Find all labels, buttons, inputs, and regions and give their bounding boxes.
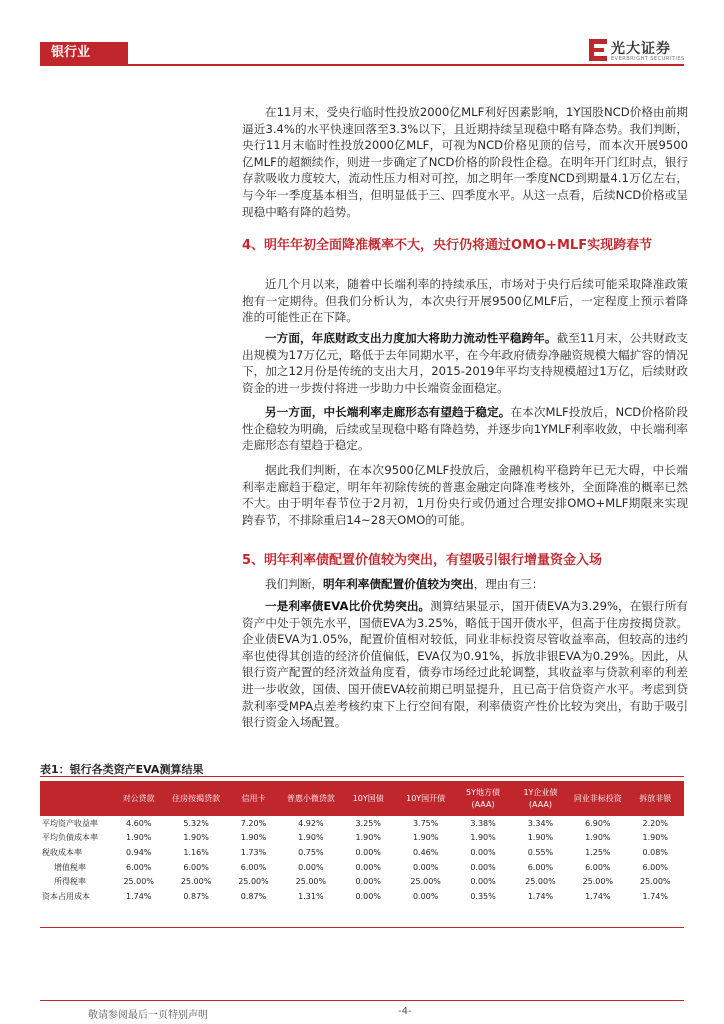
table-cell: 1.25%: [585, 847, 611, 857]
table-cell: 4.92%: [298, 818, 324, 828]
column-header: [40, 781, 110, 816]
table-row: [40, 889, 684, 904]
table-header-row: [40, 781, 684, 816]
table-cell: 25.00%: [640, 877, 671, 887]
table-cell: 0.08%: [642, 847, 668, 857]
table-cell: 25.00%: [180, 877, 212, 887]
table-cell: 0.00%: [470, 847, 496, 857]
table-cell: 1.90%: [125, 833, 152, 843]
column-header: 10Y国债: [340, 781, 397, 816]
row-label: 平均资产收益率: [42, 818, 98, 828]
table-cell: 1.90%: [183, 833, 209, 843]
column-header: 信用卡: [225, 781, 282, 816]
paragraph-fiscal-spending: [242, 330, 688, 396]
row-label: 资本占用成本: [42, 891, 90, 901]
row-label: 增值税率: [54, 862, 86, 872]
table-title: 表1：银行各类资产EVA测算结果: [40, 763, 204, 776]
table-cell: 1.90%: [355, 833, 381, 843]
table-top-rule: [40, 776, 684, 777]
paragraph-reasons-intro: [242, 576, 688, 593]
row-label: 所得税率: [54, 877, 86, 887]
table-cell: 0.94%: [125, 847, 152, 857]
table-cell: 7.20%: [240, 818, 267, 828]
table-cell: 1.90%: [240, 833, 267, 843]
table-bottom-rule: [40, 927, 684, 928]
header-divider: [40, 64, 684, 66]
table-cell: 1.16%: [183, 847, 209, 857]
table-row: [40, 831, 684, 846]
eva-table: [40, 781, 684, 904]
table-row: [40, 845, 684, 860]
table-cell: 3.25%: [355, 818, 381, 828]
table-cell: 6.00%: [642, 862, 668, 872]
table-row: [40, 816, 684, 831]
row-label: 平均负债成本率: [42, 833, 98, 843]
paragraph-eva-advantage: [242, 598, 688, 731]
bold-corridor: 另一方面，中长端利率走廊形态有望趋于稳定。: [265, 405, 511, 419]
table-cell: 25.00%: [582, 877, 614, 887]
paragraph-rrr-expectation: 近几个月以来，随着中长端利率的持续承压，市场对于央行后续可能采取降准政策抱有一定期待。但我们分析认为，本次央行开展9500亿MLF后，一定程度上预示着降准的可能性正在下降。: [242, 277, 688, 325]
column-header: 普惠小微贷款: [282, 781, 339, 816]
table-cell: 0.00%: [355, 877, 381, 887]
footer-divider: [40, 1000, 684, 1001]
table-cell: 6.00%: [183, 862, 209, 872]
text-fiscal: 截至11月末，公共财政支出规模为17万亿元，略低于去年同期水平，在今年政府债券净融资规模大幅扩容的情况下，加之12月份是传统的支出大月，2015-2019年平均支持规模超过1万亿，后续财政资金的进一步拨付将进一步助力中长端资金面稳定。: [242, 331, 688, 395]
text-reasons-post: ，理由有三：: [473, 577, 544, 591]
bold-eva: 一是利率债EVA比价优势突出。: [265, 599, 431, 613]
table-cell: 25.00%: [410, 877, 441, 887]
table-cell: 25.00%: [295, 877, 327, 887]
table-cell: 0.55%: [527, 847, 554, 857]
company-logo: [589, 37, 685, 65]
table-cell: 5.32%: [183, 818, 209, 828]
header-section-label: 银行业: [51, 45, 91, 60]
table-cell: 1.74%: [527, 891, 554, 901]
logo-mark-icon: [589, 39, 607, 61]
table-cell: 1.90%: [642, 833, 668, 843]
column-header: 住房按揭贷款: [167, 781, 224, 816]
table-cell: 3.34%: [527, 818, 554, 828]
table-cell: 6.00%: [240, 862, 267, 872]
column-header: 10Y国开债: [397, 781, 454, 816]
table-row: [40, 860, 684, 875]
table-cell: 6.00%: [125, 862, 152, 872]
table-cell: 1.90%: [470, 833, 496, 843]
table-cell: 6.00%: [527, 862, 554, 872]
table-cell: 25.00%: [123, 877, 154, 887]
table-cell: 6.90%: [585, 818, 611, 828]
page-number: -4-: [398, 1006, 412, 1017]
table-cell: 0.00%: [470, 862, 496, 872]
table-cell: 1.74%: [585, 891, 611, 901]
column-header: 同业非标投资: [569, 781, 626, 816]
table-cell: 0.87%: [240, 891, 267, 901]
table-cell: 1.90%: [412, 833, 439, 843]
table-cell: 25.00%: [238, 877, 269, 887]
table-cell: 2.20%: [642, 818, 668, 828]
table-cell: 0.46%: [412, 847, 439, 857]
section-heading-5: 5、明年利率债配置价值较为突出，有望吸引银行增量资金入场: [242, 553, 603, 568]
section-heading-4: 4、明年年初全面降准概率不大，央行仍将通过OMO+MLF实现跨春节: [242, 238, 653, 253]
bold-fiscal: 一方面，年底财政支出力度加大将助力流动性平稳跨年。: [265, 331, 557, 345]
column-header: 1Y企业债(AAA): [512, 781, 569, 816]
table-cell: 0.75%: [298, 847, 324, 857]
table-cell: 0.00%: [412, 891, 439, 901]
table-cell: 0.00%: [355, 862, 381, 872]
column-header: 对公贷款: [110, 781, 167, 816]
table-cell: 0.00%: [412, 862, 439, 872]
table-cell: 0.00%: [355, 891, 381, 901]
text-reasons-pre: 我们判断，: [265, 577, 323, 591]
text-eva: 测算结果显示，国开债EVA为3.29%，在银行所有资产中处于领先水平，国债EVA为3.25%，略低于国开债水平，但高于住房按揭贷款。企业债EVA为1.05%，配置价值相对较低，同业非标投资尽管收益率高，但较高的违约率也使得其创造的经济价值偏低，EVA仅为0.91%，拆放非银EVA为0.29%。因此，从银行资产配置的经济效益角度看，债券市场经过此轮调整，其收益率与贷款利率的利差进一步收敛，国债、国开债EVA较前期已明显提升，且已高于信贷资产水平。考虑到贷款利率受MPA点差考核约束下上行空间有限，利率债资产性价比较为突出，有助于吸引银行资金入场配置。: [242, 599, 688, 730]
table-cell: 3.38%: [470, 818, 496, 828]
logo-subtitle: EVERBRIGHT SECURITIES: [611, 56, 685, 62]
footer-disclaimer: 敬请参阅最后一页特别声明: [88, 1010, 208, 1021]
column-header: 拆放非银: [627, 781, 684, 816]
row-label: 税收成本率: [42, 847, 82, 857]
table-cell: 6.00%: [585, 862, 611, 872]
paragraph-ncd: 在11月末，受央行临时性投放2000亿MLF利好因素影响，1Y国股NCD价格由前期逼近3.4%的水平快速回落至3.3%以下，且近期持续呈现稳中略有降态势。我们判断，央行11月末临时性投放2000亿MLF，可视为NCD价格见顶的信号，而本次开展9500亿MLF的超额续作，则进一步确定了NCD价格的阶段性企稳。在明年开门红时点，银行存款吸收力度较大，流动性压力相对可控，加之明年一季度NCD到期量4.1万亿左右，与今年一季度基本相当，但明显低于三、四季度水平。从这一点看，后续NCD价格或呈现稳中略有降的趋势。: [242, 105, 688, 219]
table-cell: 0.00%: [298, 862, 324, 872]
paragraph-rate-corridor: [242, 404, 688, 454]
column-header: 5Y地方债(AAA): [454, 781, 511, 816]
table-cell: 1.74%: [125, 891, 152, 901]
paragraph-judgement: 据此我们判断，在本次9500亿MLF投放后，金融机构平稳跨年已无大碍，中长端利率走廊趋于稳定，明年年初除传统的普惠金融定向降准考核外，全面降准的概率已然不大。由于明年春节位于2月初，1月份央行或仍通过合理安排OMO+MLF期限来实现跨春节，不排除重启14~28天OMO的可能。: [242, 463, 688, 527]
text-corridor: 在本次MLF投放后，NCD价格阶段性企稳较为明确，后续或呈现稳中略有降趋势，并逐步向1YMLF利率收敛，中长端利率走廊形态有望趋于稳定。: [242, 405, 688, 453]
table-row: [40, 874, 684, 889]
table-cell: 1.74%: [642, 891, 668, 901]
table-cell: 25.00%: [525, 877, 556, 887]
table-cell: 4.60%: [125, 818, 152, 828]
table-cell: 0.87%: [183, 891, 209, 901]
table-cell: 0.00%: [355, 847, 381, 857]
table-cell: 1.90%: [585, 833, 611, 843]
table-cell: 1.90%: [298, 833, 324, 843]
logo-name: 光大证券: [611, 41, 671, 57]
table-cell: 1.31%: [298, 891, 324, 901]
table-cell: 0.35%: [470, 891, 496, 901]
table-cell: 1.73%: [240, 847, 267, 857]
table-cell: 3.75%: [412, 818, 439, 828]
table-cell: 1.90%: [527, 833, 554, 843]
table-cell: 0.00%: [470, 877, 496, 887]
bold-reasons: 明年利率债配置价值较为突出: [322, 577, 474, 591]
